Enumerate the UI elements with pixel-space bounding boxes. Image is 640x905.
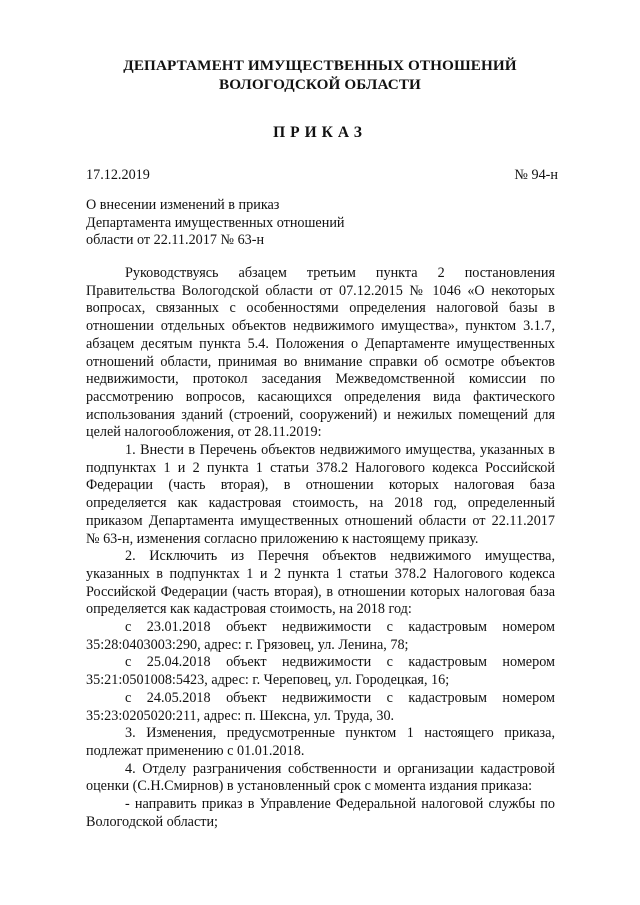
document-number: № 94-н xyxy=(514,167,558,183)
subject-line3: области от 22.11.2017 № 63-н xyxy=(86,232,265,249)
paragraph-1: 1. Внести в Перечень объектов недвижимого имущества, указанных в подпунктах 1 и 2 пункта 1 статьи 378.2 Налогового кодекса Российской Федерации (часть вторая), в отношении которых налоговая база определяется как кадастровая стоимость, на 2018 год, определенный приказом Департамента имущественных отношений области от 22.11.2017 № 63-н, изменения согласно приложению к настоящему приказу. xyxy=(86,442,555,547)
document-subject xyxy=(86,197,345,250)
paragraph-4: 4. Отделу разграничения собственности и организации кадастровой оценки (С.Н.Смирнов) в установленный срок с момента издания приказа: xyxy=(86,760,555,795)
document-title: ПРИКАЗ xyxy=(273,124,367,141)
document-date: 17.12.2019 xyxy=(86,167,150,183)
document-body xyxy=(86,265,555,832)
paragraph-2-item-1: с 23.01.2018 объект недвижимости с кадастровым номером 35:28:0403003:290, адрес: г. Грязовец, ул. Ленина, 78; xyxy=(86,619,555,653)
department-heading xyxy=(60,56,580,94)
paragraph-3: 3. Изменения, предусмотренные пунктом 1 настоящего приказа, подлежат применению с 01.01.2018. xyxy=(86,725,555,759)
paragraph-2: 2. Исключить из Перечня объектов недвижимого имущества, указанных в подпунктах 1 и 2 пункта 1 статьи 378.2 Налогового кодекса Российской Федерации (часть вторая), в отношении которых налоговая база определяется как кадастровая стоимость, на 2018 год: xyxy=(86,548,555,618)
department-name-line1: ДЕПАРТАМЕНТ ИМУЩЕСТВЕННЫХ ОТНОШЕНИЙ xyxy=(123,57,517,74)
subject-line1: О внесении изменений в приказ xyxy=(86,197,280,213)
department-name-line2: ВОЛОГОДСКОЙ ОБЛАСТИ xyxy=(219,76,421,93)
paragraph-4-item-1: - направить приказ в Управление Федеральной налоговой службы по Вологодской области; xyxy=(86,796,555,830)
subject-line2: Департамента имущественных отношений xyxy=(86,214,345,231)
paragraph-2-item-3: с 24.05.2018 объект недвижимости с кадастровым номером 35:23:0205020:211, адрес: п. Шексна, ул. Труда, 30. xyxy=(86,689,555,724)
preamble-paragraph: Руководствуясь абзацем третьим пункта 2 постановления Правительства Вологодской области от 07.12.2015 № 1046 «О некоторых вопросах, связанных с особенностями определения налоговой базы в отношении отдельных объектов недвижимого имущества», пунктом 3.1.7, абзацем десятым пункта 5.4. Положения о Департаменте имущественных отношений области, принимая во внимание справки об осмотре объектов недвижимости, протокол заседания Межведомственной комиссии по рассмотрению вопросов, касающихся определения вида фактического использования зданий (строений, сооружений) и нежилых помещений для целей налогообложения, от 28.11.2019: xyxy=(86,265,555,441)
paragraph-2-item-2: с 25.04.2018 объект недвижимости с кадастровым номером 35:21:0501008:5423, адрес: г. Череповец, ул. Городецкая, 16; xyxy=(86,654,555,689)
